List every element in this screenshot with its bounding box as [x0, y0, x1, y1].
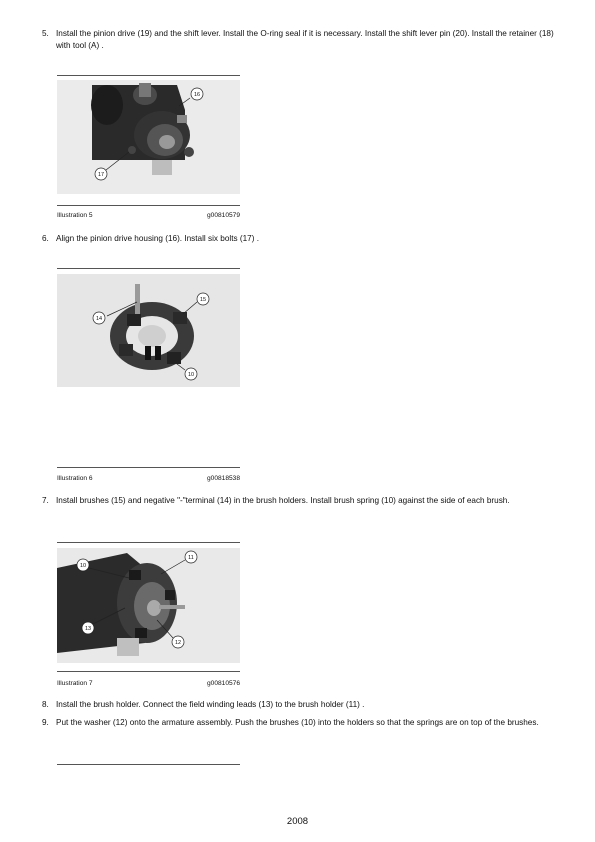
callout-label: 10: [187, 372, 195, 378]
illustration-code: g00810576: [206, 680, 240, 687]
step-8: [42, 699, 562, 711]
callout-label: 14: [95, 316, 103, 322]
step-text: Install brushes (15) and negative "-"terminal (14) in the brush holders. Install brush spring (10) against the side of each brush.: [56, 496, 510, 505]
figure-bottom-rule: [57, 467, 240, 468]
illustration-label: Illustration 6: [57, 475, 93, 482]
step-7: [42, 495, 562, 507]
callout-label: 15: [199, 297, 207, 303]
step-6: [42, 233, 562, 245]
step-text: Put the washer (12) onto the armature assembly. Push the brushes (10) into the holders so that the springs are on top of the brushes.: [56, 718, 539, 727]
step-number: 5.: [42, 29, 49, 38]
illustration-label: Illustration 7: [57, 680, 93, 687]
illustration-5-photo: [57, 80, 240, 194]
step-number: 6.: [42, 234, 49, 243]
figure-top-rule: [57, 764, 240, 765]
step-text: Install the brush holder. Connect the field winding leads (13) to the brush holder (11) .: [56, 700, 365, 709]
illustration-code: g00818538: [206, 475, 240, 482]
step-text: Align the pinion drive housing (16). Install six bolts (17) .: [56, 234, 259, 243]
step-number: 9.: [42, 718, 49, 727]
callout-label: 16: [193, 92, 201, 98]
illustration-code: g00810579: [206, 212, 240, 219]
figure-bottom-rule: [57, 205, 240, 206]
step-number: 7.: [42, 496, 49, 505]
illustration-6-photo: [57, 274, 240, 387]
step-text: Install the pinion drive (19) and the shift lever. Install the O-ring seal if it is necessary. Install the shift lever pin (20). Install the retainer (18) with tool (A) .: [56, 29, 554, 50]
figure-top-rule: [57, 542, 240, 543]
illustration-7-photo: [57, 548, 240, 663]
step-5: [42, 28, 562, 52]
page-number: 2008: [286, 816, 309, 827]
callout-label: 10: [79, 563, 87, 569]
callout-label: 12: [174, 640, 182, 646]
callout-label: 13: [84, 626, 92, 632]
figure-top-rule: [57, 75, 240, 76]
figure-top-rule: [57, 268, 240, 269]
callout-label: 17: [97, 172, 105, 178]
illustration-label: Illustration 5: [57, 212, 93, 219]
step-number: 8.: [42, 700, 49, 709]
step-9: [42, 717, 562, 729]
figure-bottom-rule: [57, 671, 240, 672]
callout-label: 11: [188, 555, 194, 561]
